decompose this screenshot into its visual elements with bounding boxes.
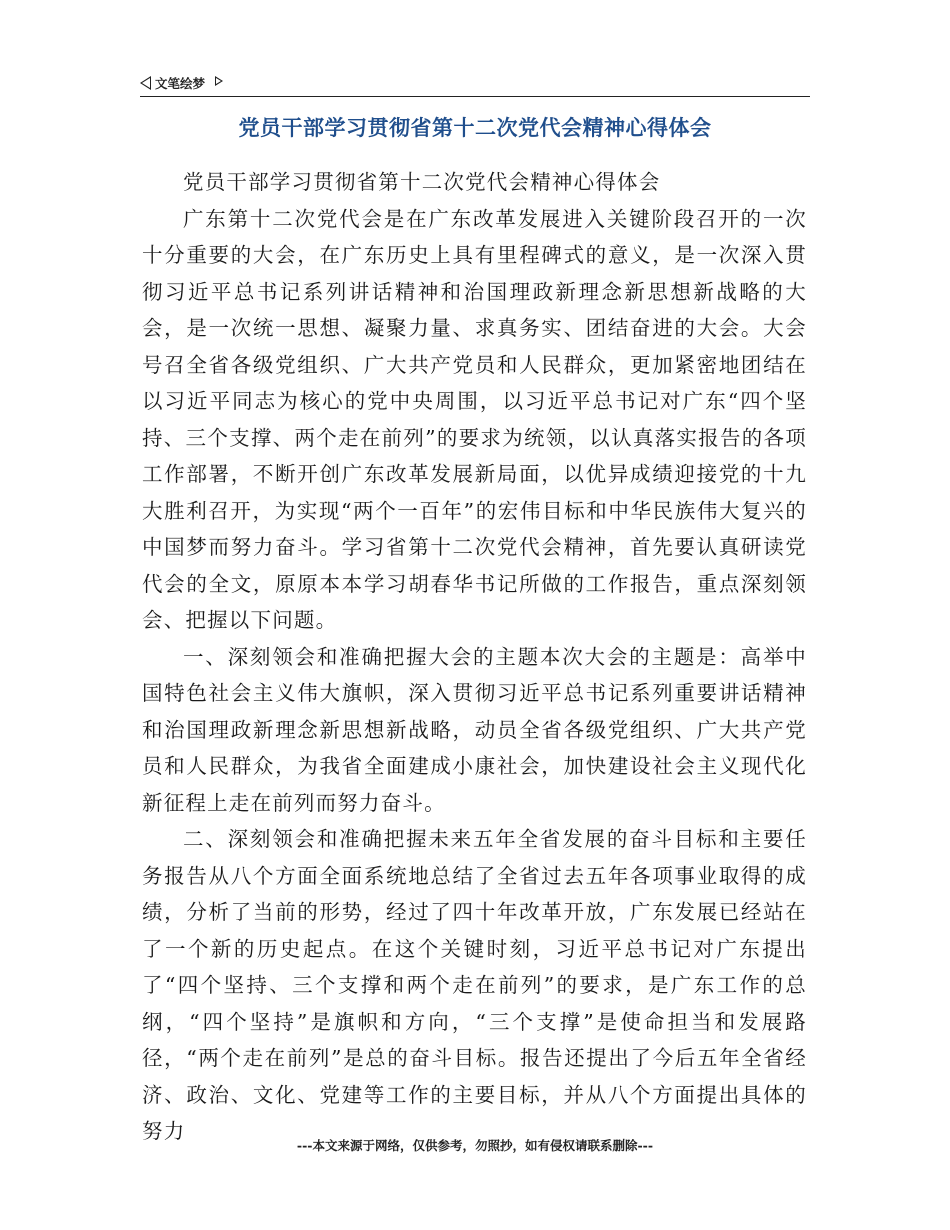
paragraph: 二、深刻领会和准确把握未来五年全省发展的奋斗目标和主要任务报告从八个方面全面系统地总结了全省过去五年各项事业取得的成绩，分析了当前的形势，经过了四十年改革开放，广东发展已经站在了一个新的历史起点。在这个关键时刻，习近平总书记对广东提出了“四个坚持、三个支撑和两个走在前列”的要求，是广东工作的总纲，“四个坚持”是旗帜和方向，“三个支撑”是使命担当和发展路径，“两个走在前列”是总的奋斗目标。报告还提出了今后五年全省经济、政治、文化、党建等工作的主要目标，并从八个方面提出具体的努力 — [142, 827, 807, 1143]
page-header — [140, 70, 810, 97]
paragraph: 一、深刻领会和准确把握大会的主题本次大会的主题是：高举中国特色社会主义伟大旗帜，深入贯彻习近平总书记系列重要讲话精神和治国理政新理念新思想新战略，动员全省各级党组织、广大共产党员和人民群众，为我省全面建成小康社会，加快建设社会主义现代化新征程上走在前列而努力奋斗。 — [142, 644, 807, 815]
header-brand — [140, 74, 223, 92]
paragraph: 广东第十二次党代会是在广东改革发展进入关键阶段召开的一次十分重要的大会，在广东历史上具有里程碑式的意义，是一次深入贯彻习近平总书记系列讲话精神和治国理政新理念新思想新战略的大会，是一次统一思想、凝聚力量、求真务实、团结奋进的大会。大会号召全省各级党组织、广大共产党员和人民群众，更加紧密地团结在以习近平同志为核心的党中央周围，以习近平总书记对广东“四个坚持、三个支撑、两个走在前列”的要求为统领，以认真落实报告的各项工作部署，不断开创广东改革发展新局面，以优异成绩迎接党的十九大胜利召开，为实现“两个一百年”的宏伟目标和中华民族伟大复兴的中国梦而努力奋斗。学习省第十二次党代会精神，首先要认真研读党代会的全文，原原本本学习胡春华书记所做的工作报告，重点深刻领会、把握以下问题。 — [142, 206, 807, 632]
triangle-left-icon — [140, 76, 151, 90]
document-body — [142, 164, 807, 1150]
triangle-right-icon — [215, 76, 223, 86]
document-title: 党员干部学习贯彻省第十二次党代会精神心得体会 — [238, 116, 712, 140]
brand-label: 文笔绘梦 — [155, 76, 206, 91]
page-footer-disclaimer: ---本文来源于网络，仅供参考，勿照抄，如有侵权请联系删除--- — [296, 1138, 654, 1153]
paragraph: 党员干部学习贯彻省第十二次党代会精神心得体会 — [183, 170, 661, 194]
